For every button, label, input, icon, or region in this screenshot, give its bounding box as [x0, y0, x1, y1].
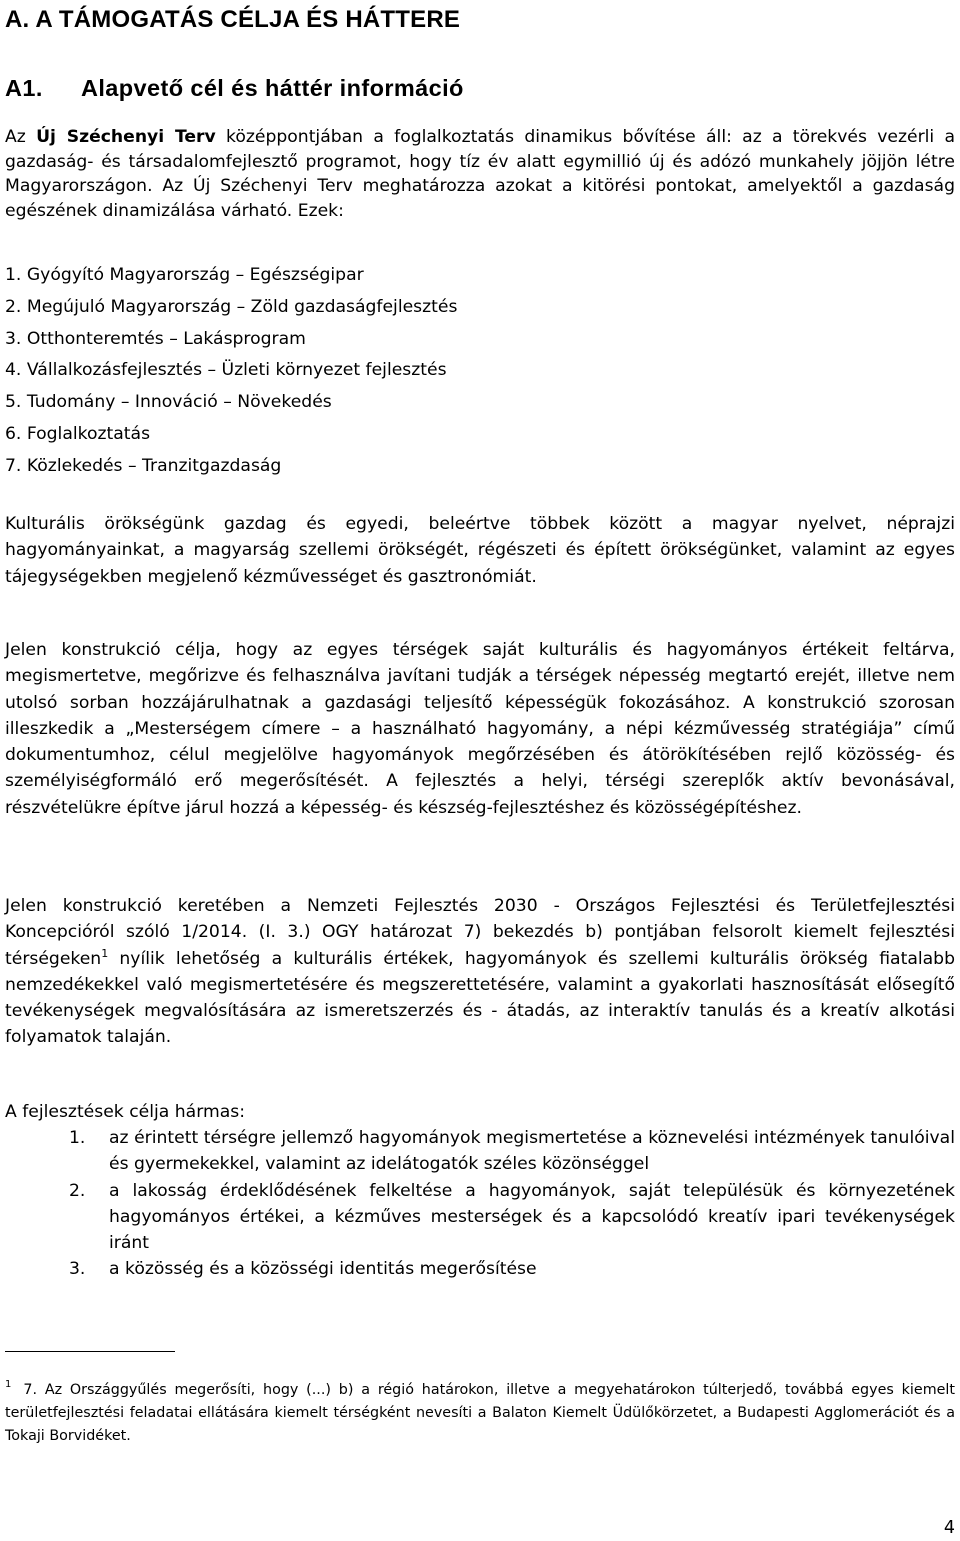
list-item-text: a lakosság érdeklődésének felkeltése a hagyományok, saját településük és környezetének hagyományos értékei, a kézműves mesterségek és a kapcsolódó kreatív ipari tevékenységek iránt	[109, 1180, 955, 1254]
subsection-number: A1.	[5, 75, 43, 101]
footnote-text: 7. Az Országgyűlés megerősíti, hogy (...) b) a régió határokon, illetve a megyehatárokon túlterjedő, továbbá egyes kiemelt területfejlesztési feladatai ellátására kiemelt térségként nevesíti a Balaton Kiemelt Üdülőkörzetet, a Budapesti Agglomerációt és a Tokaji Borvidéket.	[5, 1382, 955, 1444]
cultural-heritage-paragraph: Kulturális örökségünk gazdag és egyedi, beleértve többek között a magyar nyelvet, néprajzi hagyományainkat, a magyarság szellemi örökségét, régészeti és épített örökségünket, valamint az egyes tájegységekben megjelenő kézművességet és gasztronómiát.	[5, 514, 955, 587]
footnote-reference[interactable]: 1	[101, 946, 109, 960]
list-item: 3. Otthonteremtés – Lakásprogram	[5, 328, 306, 349]
list-item-text: az érintett térségre jellemző hagyományok megismertetése a köznevelési intézmények tanulóival és gyermekekkel, valamint az idelátogatók széles közönséggel	[109, 1128, 955, 1175]
list-item: 5. Tudomány – Innováció – Növekedés	[5, 392, 332, 413]
list-item: 1. Gyógyító Magyarország – Egészségipar	[5, 265, 364, 285]
intro-bold-term: Új Széchenyi Terv	[36, 127, 216, 147]
aims-list	[5, 1125, 955, 1283]
subsection-heading	[5, 75, 464, 102]
intro-text-after: középpontjában a foglalkoztatás dinamikus bővítése áll: az a törekvés vezérli a gazdaság- és társadalomfejlesztő programot, hogy tíz év alatt egymillió új és adózó munkahely jöjjön létre Magyarországon. Az Új Széchenyi Terv meghatározza azokat a kitörési pontokat, amelyektől a gazdaság egészének dinamizálása várható. Ezek:	[5, 127, 956, 221]
list-item-number: 3.	[69, 1259, 86, 1280]
list-item	[5, 1178, 955, 1257]
list-item	[5, 1256, 955, 1282]
breakout-points-list	[5, 262, 457, 485]
section-heading: A. A TÁMOGATÁS CÉLJA ÉS HÁTTERE	[5, 6, 461, 33]
framework-text-before: Jelen konstrukció keretében a Nemzeti Fejlesztés 2030 - Országos Fejlesztési és Területfejlesztési Koncepcióról szóló 1/2014. (I. 3.) OGY határozat 7) bekezdés b) pontjában felsorolt kiemelt fejlesztési térségeken	[5, 896, 955, 969]
list-item-number: 2.	[69, 1180, 86, 1201]
list-item-text: a közösség és a közösségi identitás megerősítése	[109, 1259, 537, 1280]
subsection-title: Alapvető cél és háttér információ	[81, 75, 464, 101]
construction-goal-paragraph: Jelen konstrukció célja, hogy az egyes térségek saját kulturális és hagyományos értékeit feltárva, megismertetve, megőrizve és felhasználva javítani tudják a térségek népesség megtartó erejét, illetve nem utolsó sorban hozzájárulhatnak a gazdasági teljesítő képességük fokozásához. A konstrukció szorosan illeszkedik a „Mesterségem címere – a használható hagyomány, a népi kézművesség stratégiája” című dokumentumhoz, célul megjelölve hagyományok megőrzésében és átörökítésében rejlő közösség- és személyiségformáló erő megerősítését. A fejlesztés a helyi, térségi szereplők aktív bevonásával, részvételükre építve járul hozzá a képesség- és készség-fejlesztéshez és közösségépítéshez.	[5, 640, 955, 818]
construction-framework-paragraph	[5, 893, 955, 1051]
aims-lead: A fejlesztések célja hármas:	[5, 1102, 245, 1122]
list-item: 4. Vállalkozásfejlesztés – Üzleti környezet fejlesztés	[5, 360, 447, 381]
framework-text-after: nyílik lehetőség a kulturális értékek, hagyományok és szellemi kulturális örökség fiatalabb nemzedékekkel való megismertetésére és megszerettetésére, valamint a gyakorlati hasznosítását elősegítő tevékenységek megvalósítására az ismeretszerzés és - átadás, az interaktív tanulás és a kreatív alkotási folyamatok talaján.	[5, 948, 955, 1048]
list-item-number: 1.	[69, 1128, 86, 1148]
intro-text-before: Az	[5, 127, 37, 147]
list-item: 2. Megújuló Magyarország – Zöld gazdaságfejlesztés	[5, 296, 458, 317]
footnote-marker: 1	[5, 1379, 12, 1390]
list-item	[5, 1125, 955, 1178]
intro-paragraph	[5, 125, 955, 223]
footnote-divider	[5, 1351, 175, 1352]
list-item: 7. Közlekedés – Tranzitgazdaság	[5, 455, 282, 476]
page-number: 4	[943, 1518, 955, 1538]
footnote	[5, 1373, 955, 1448]
list-item: 6. Foglalkoztatás	[5, 423, 151, 444]
